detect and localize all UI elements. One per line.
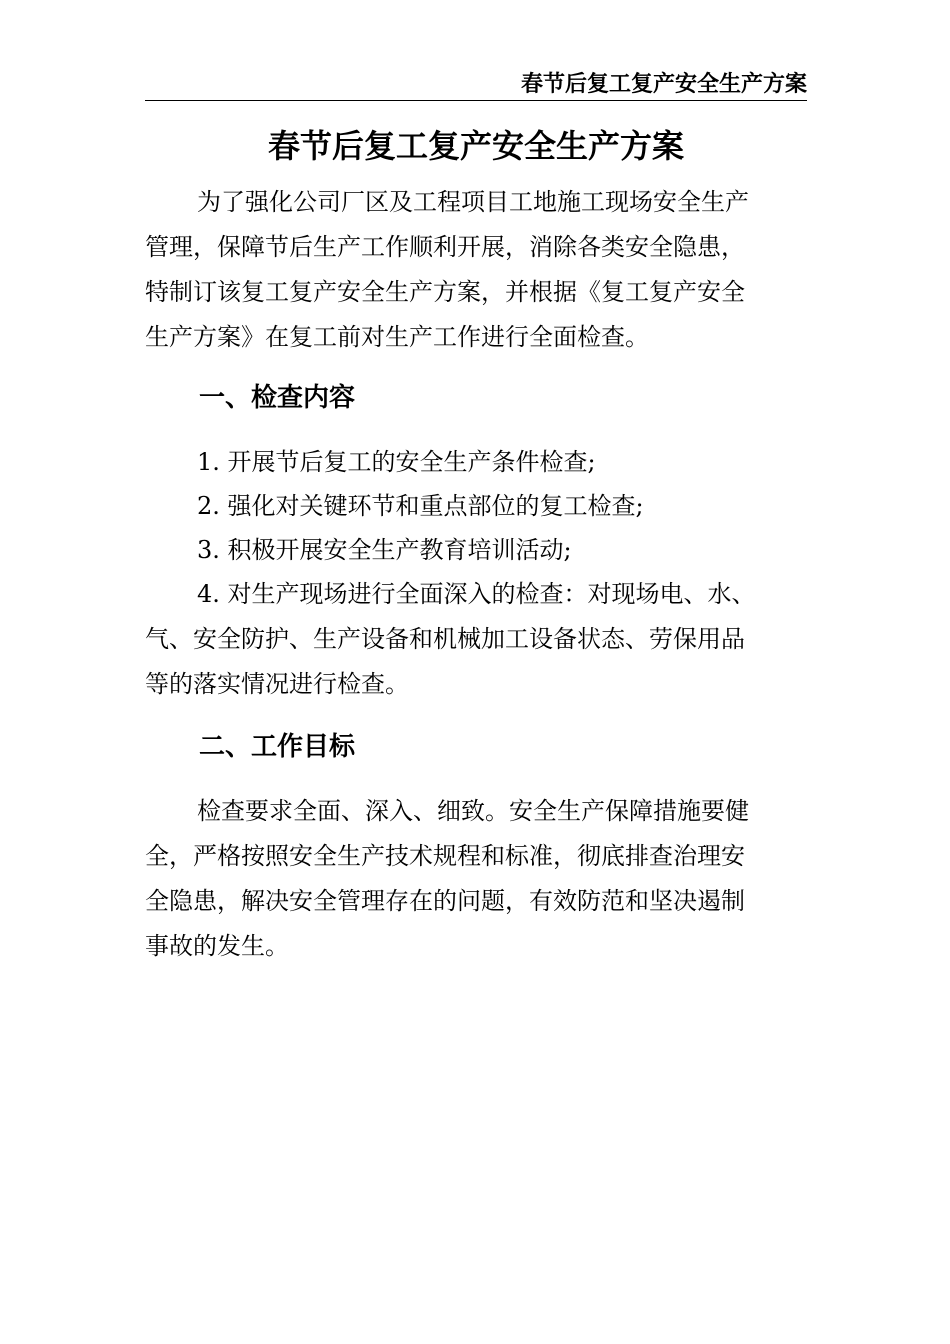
list-item xyxy=(145,528,795,573)
list-item-line: 1. 开展节后复工的安全生产条件检查; xyxy=(197,448,596,476)
document-title: 春节后复工复产安全生产方案 xyxy=(267,127,684,165)
list-item-line: 2. 强化对关键环节和重点部位的复工检查; xyxy=(197,492,644,520)
goals-line: 全，严格按照安全生产技术规程和标准，彻底排查治理安 xyxy=(145,842,745,870)
section-heading-inspection: 一、检查内容 xyxy=(199,383,356,413)
goals-line: 事故的发生。 xyxy=(145,932,289,960)
intro-line: 特制订该复工复产安全生产方案，并根据《复工复产安全 xyxy=(145,278,745,306)
intro-line: 管理，保障节后生产工作顺利开展，消除各类安全隐患， xyxy=(145,233,745,261)
goals-line: 检查要求全面、深入、细致。安全生产保障措施要健 xyxy=(197,797,749,825)
intro-line: 为了强化公司厂区及工程项目工地施工现场安全生产 xyxy=(197,188,749,216)
list-item-line: 等的落实情况进行检查。 xyxy=(145,670,409,698)
intro-paragraph xyxy=(145,180,795,360)
list-item-line: 4. 对生产现场进行全面深入的检查：对现场电、水、 xyxy=(197,580,756,608)
list-item xyxy=(145,484,795,529)
running-title: 春节后复工复产安全生产方案 xyxy=(520,72,807,97)
section-heading-goals: 二、工作目标 xyxy=(199,732,356,762)
page-header xyxy=(145,70,807,101)
intro-line: 生产方案》在复工前对生产工作进行全面检查。 xyxy=(145,323,649,351)
list-item-line: 气、安全防护、生产设备和机械加工设备状态、劳保用品 xyxy=(145,625,745,653)
list-item-line: 3. 积极开展安全生产教育培训活动; xyxy=(197,536,572,564)
list-item xyxy=(145,440,795,485)
goals-paragraph xyxy=(145,789,795,969)
goals-line: 全隐患，解决安全管理存在的问题，有效防范和坚决遏制 xyxy=(145,887,745,915)
list-item xyxy=(145,572,795,707)
